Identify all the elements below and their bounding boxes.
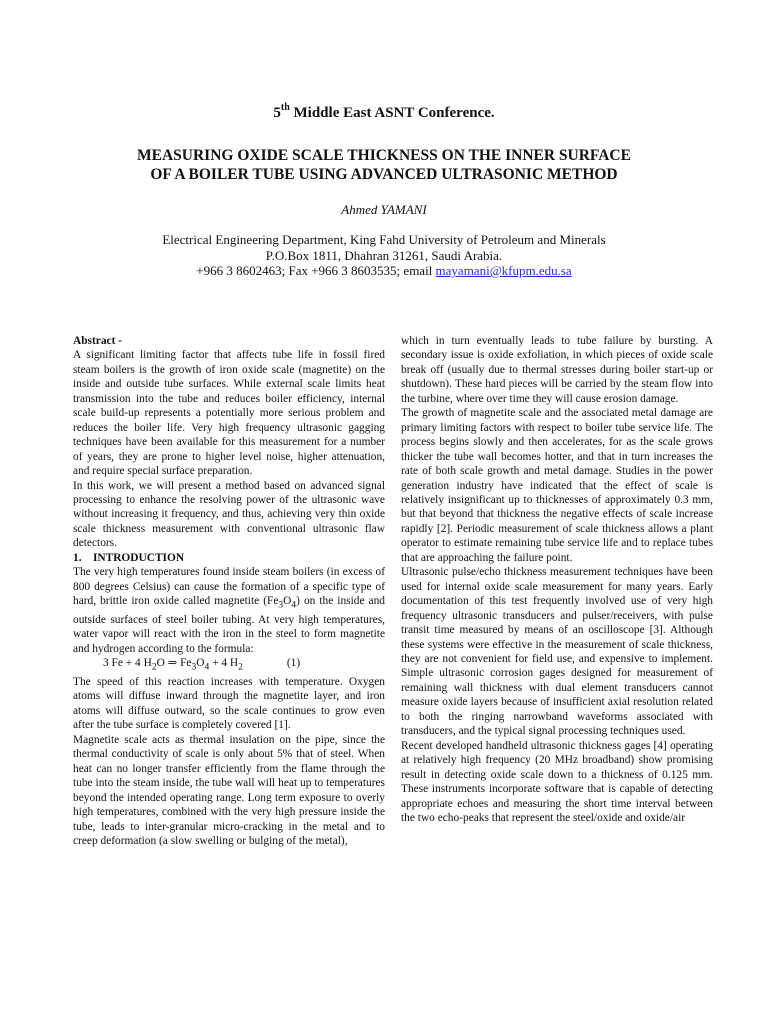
subscript: 2 bbox=[151, 662, 157, 673]
subscript: 3 bbox=[278, 600, 284, 611]
paper-title-line-2: OF A BOILER TUBE USING ADVANCED ULTRASONIC METHOD bbox=[150, 166, 618, 183]
abstract-paragraph-1: A significant limiting factor that affects tube life in fossil fired steam boilers is the growth of iron oxide scale (magnetite) on the inside and outside tube surfaces. While external scale limits heat transmission into the tube and reduces boiler efficiency, internal scale build-up represents a potentially more serious problem and reduces the boiler life. Very high frequency ultrasonic gagging techniques have been available for this measurement for a number of years, they are prone to higher level noise, higher attenuation, and require special surface preparation. bbox=[73, 349, 385, 478]
subscript: 2 bbox=[238, 662, 243, 673]
section-title: INTRODUCTION bbox=[92, 551, 185, 564]
implies-arrow-icon: ⇒ bbox=[167, 657, 178, 670]
intro-paragraph-1-text-c: ) on the inside and outside surfaces of steel boiler tubing. At very high temperatures, water vapor will react with the iron in the steel to form magnetite and hydrogen according to the formula: bbox=[73, 595, 385, 655]
contact-info: +966 3 8602463; Fax +966 3 8603535; email bbox=[196, 263, 436, 278]
conference-title bbox=[60, 103, 708, 123]
right-paragraph-1: which in turn eventually leads to tube failure by bursting. A secondary issue is oxide exfoliation, in which pieces of oxide scale break off (usually due to thermal stresses during boiler start-up or shutdown). These hard pieces will be carried by the steam flow into the turbine, where over time they will cause erosion damage. bbox=[401, 335, 713, 405]
abstract-paragraph-2: In this work, we will present a method based on advanced signal processing to enhance the resolving power of the ultrasonic wave without increasing it frequency, and thus, achieving very thin oxide scale thickness measurement with conventional ultrasonic flaw detectors. bbox=[73, 479, 385, 550]
formula-rhs: Fe bbox=[180, 657, 192, 670]
intro-paragraph-1 bbox=[73, 565, 385, 656]
chemical-formula bbox=[73, 656, 385, 675]
intro-paragraph-3: Magnetite scale acts as thermal insulation on the pipe, since the thermal conductivity of scale is only about 5% that of steel. When heat can no longer transfer efficiently from the flame through the tube into the steam inside, the tube wall will heat up to temperatures beyond the intended operating range. Long term exposure to overly high temperatures, combined with the very high pressure inside the tube, leads to inter-granular micro-cracking in the metal and to creep deformation (a slow swelling or bulging of the metal), bbox=[73, 733, 385, 847]
email-link[interactable]: mayamani@kfupm.edu.sa bbox=[435, 263, 572, 278]
left-column bbox=[73, 334, 385, 848]
right-paragraph-2: The growth of magnetite scale and the associated metal damage are primary limiting factors with respect to boiler tube service life. The process begins slowly and then accelerates, for as the scale grows thicker the tube wall becomes hotter, and that in turn increases the rate of both scale growth and metal damage. Studies in the power generation industry have indicated that the effect of scale is relatively insignificant up to thicknesses of approximately 0.3 mm, but that beyond that thickness the negative effects of scale increase rapidly [2]. Periodic measurement of scale thickness allows a plant operator to estimate remaining tube service life and to replace tubes that are approaching the failure point. bbox=[401, 407, 713, 564]
paper-title-line-1: MEASURING OXIDE SCALE THICKNESS ON THE INNER SURFACE bbox=[137, 147, 631, 164]
intro-paragraph-1-text-a: The very high temperatures found inside steam boilers (in excess of 800 degrees Celsius) can cause the formation of a specific type of hard, brittle iron oxide called magnetite (Fe bbox=[73, 566, 385, 608]
subscript: 4 bbox=[204, 662, 210, 673]
affiliation-line-2: P.O.Box 1811, Dhahran 31261, Saudi Arabia. bbox=[265, 247, 503, 263]
paper-header bbox=[60, 103, 708, 279]
author-name: Ahmed YAMANI bbox=[341, 202, 427, 217]
section-heading-introduction bbox=[73, 551, 385, 565]
conference-ordinal: th bbox=[280, 102, 290, 113]
paper-title bbox=[60, 146, 708, 184]
equation-number: (1) bbox=[286, 657, 301, 670]
formula-lhs-end: O bbox=[156, 657, 165, 670]
right-column bbox=[401, 334, 713, 825]
conference-number: 5 bbox=[273, 105, 281, 121]
conference-name: Middle East ASNT Conference. bbox=[289, 105, 495, 121]
subscript: 4 bbox=[291, 600, 297, 611]
subscript: 3 bbox=[191, 662, 197, 673]
abstract-heading: Abstract - bbox=[73, 335, 123, 347]
formula-lhs: 3 Fe + 4 H bbox=[103, 657, 152, 670]
affiliation bbox=[60, 232, 708, 279]
intro-paragraph-1-text-b: O bbox=[283, 595, 292, 608]
section-number: 1. bbox=[73, 551, 82, 564]
right-paragraph-4: Recent developed handheld ultrasonic thickness gages [4] operating at relatively high frequency (20 MHz broadband) show promising result in detecting oxide scale down to a thickness of 0.125 mm. These instruments incorporate software that is capable of detecting appropriate echoes and measuring the short time interval between the two echo-peaks that represent the steel/oxide and oxide/air bbox=[401, 739, 713, 824]
affiliation-line-1: Electrical Engineering Department, King Fahd University of Petroleum and Minerals bbox=[162, 232, 606, 247]
intro-paragraph-2: The speed of this reaction increases with temperature. Oxygen atoms will diffuse inward through the magnetite layer, and iron atoms will diffuse outward, so the scale continues to grow even after the tube surface is completely covered [1]. bbox=[73, 675, 385, 732]
formula-rhs-part: + 4 H bbox=[209, 657, 239, 670]
right-paragraph-3: Ultrasonic pulse/echo thickness measurement techniques have been used for internal oxide scale measurement for many years. Early documentation of this test frequently involved use of very high frequency ultrasonic transducers and pulser/receivers, with pulse transit time measured by means of an oscilloscope [3]. Although these systems were effective in the measurement of scale thickness, they are not convenient for field use, and expensive to implement. Simple ultrasonic corrosion gages designed for measurement of remaining wall thickness with dual element transducers cannot measure oxide layers because of insufficient axial resolution related to both the ringing narrowband waveforms associated with transducers, and the typical signal processing techniques used. bbox=[401, 566, 713, 738]
formula-rhs-part: O bbox=[196, 657, 205, 670]
